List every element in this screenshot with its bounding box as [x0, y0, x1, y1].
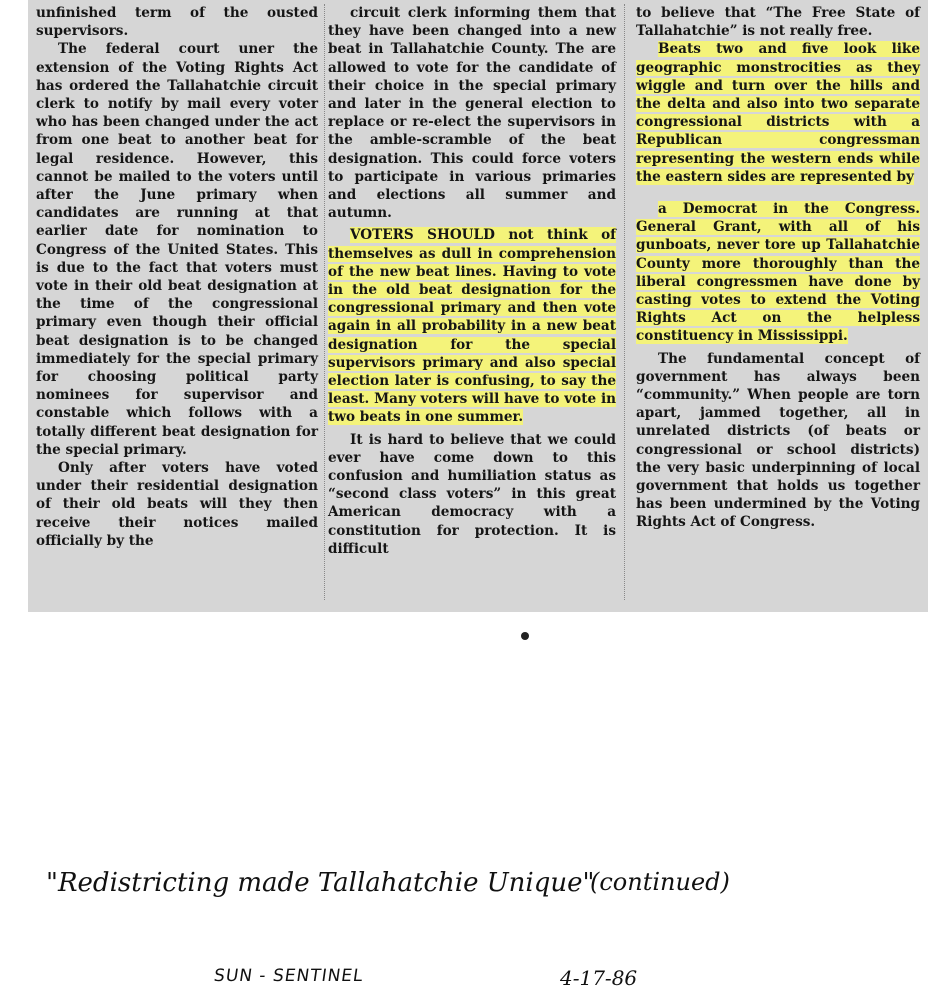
highlighted-paragraph — [636, 40, 920, 186]
paragraph-text: not think of themselves as dull in comprehension of the new beat lines. Having to vote in the old beat designation for the congressional primary and then vote again in all probability in a new beat designation for the special supervisors primary and also special election later is confusing, to say the least. Many voters will have to vote in two beats in one summer. — [328, 227, 616, 426]
column-divider — [624, 4, 625, 600]
article-column-3 — [636, 4, 920, 604]
paragraph: The fundamental concept of government has always been “community.” When people are torn apart, jammed together, all in unrelated districts (of beats or congressional or school districts) the very basic underpinning of local government that holds us together has been undermined by the Voting Rights Act of Congress. — [636, 350, 920, 531]
paragraph-text: Beats two and five look like geographic monstrocities as they wiggle and turn over the hills and the delta and also into two separate congressional districts with a Republican congressman representing the western ends while the eastern sides are represented by — [636, 41, 920, 185]
paragraph: to believe that “The Free State of Tallahatchie” is not really free. — [636, 5, 920, 40]
handwritten-headline: "Redistricting made Tallahatchie Unique" — [46, 868, 595, 898]
highlighted-paragraph — [636, 200, 920, 346]
column-divider — [324, 4, 325, 600]
paragraph-lead: VOTERS SHOULD — [350, 227, 495, 244]
article-column-2 — [328, 4, 616, 604]
paragraph: circuit clerk informing them that they have been changed into a new beat in Tallahatchie County. The are allowed to vote for the candidate of their choice in the special primary and later in the general election to replace or re-elect the supervisors in the amble-scramble of the beat designation. This could force voters to participate in various primaries and elections all summer and autumn. — [328, 5, 616, 222]
paragraph: Only after voters have voted under their residential designation of their old beats will they then receive their notices mailed officially by the — [36, 460, 318, 549]
paragraph: It is hard to believe that we could ever have come down to this confusion and humiliation status as “second class voters” in this great American democracy with a constitution for protection. It is difficult — [328, 431, 616, 557]
handwritten-newspaper-name: SUN - SENTINEL — [212, 966, 365, 986]
article-column-1 — [36, 4, 318, 604]
handwritten-date: 4-17-86 — [560, 966, 638, 990]
paragraph: The federal court uner the extension of the Voting Rights Act has ordered the Tallahatchie circuit clerk to notify by mail every voter who has been changed under the act from one beat to another beat for legal residence. However, this cannot be mailed to the voters until after the June primary when candidates are running at that earlier date for nomination to Congress of the United States. This is due to the fact that voters must vote in their old beat designation at the time of the congressional primary even though their official beat designation is to be changed immediately for the special primary for choosing political party nominees for supervisor and constable which follows with a totally different beat designation for the special primary. — [36, 41, 318, 458]
ink-dot — [521, 632, 529, 640]
paragraph-text: a Democrat in the Congress. General Grant, with all of his gunboats, never tore up Tallahatchie County more thoroughly than the liberal congressmen have done by casting votes to extend the Voting Rights Act on the helpless constituency in Mississippi. — [636, 201, 920, 345]
paragraph: unfinished term of the ousted supervisors. — [36, 5, 318, 40]
newspaper-clipping — [28, 0, 928, 612]
handwritten-continued: (continued) — [590, 868, 730, 896]
highlighted-paragraph — [328, 226, 616, 426]
